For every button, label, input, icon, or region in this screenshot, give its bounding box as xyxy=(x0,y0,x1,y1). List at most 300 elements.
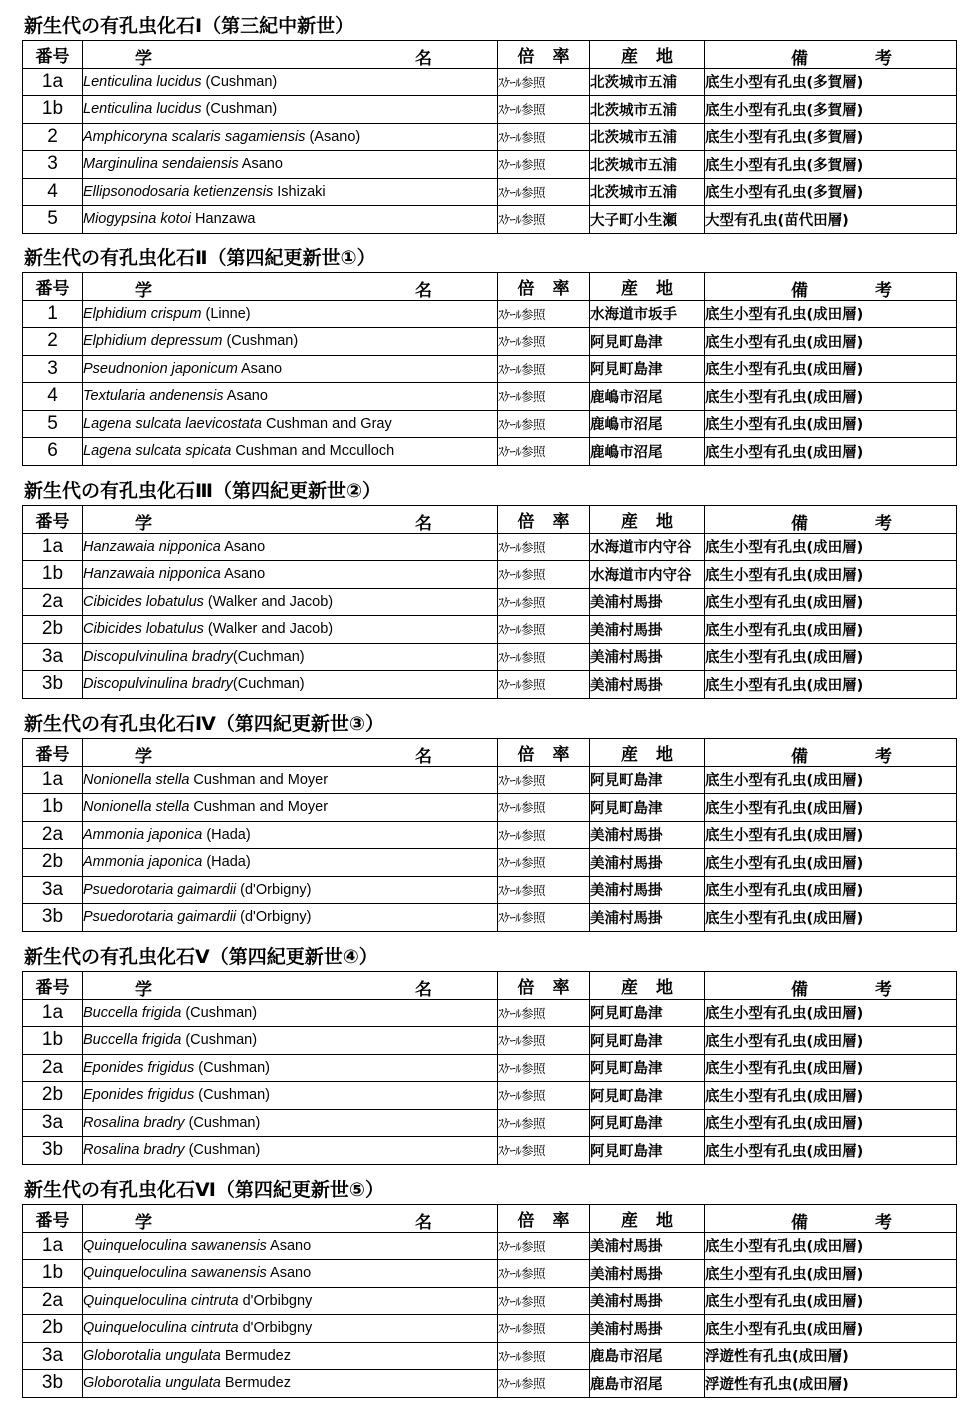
locality: 鹿嶋市沼尾 xyxy=(590,410,705,438)
table-row xyxy=(23,1260,957,1288)
header-name-left: 学 xyxy=(135,281,152,300)
scientific-name xyxy=(83,561,498,589)
table-row xyxy=(23,178,957,206)
table-header-row xyxy=(23,273,957,301)
header-number: 番号 xyxy=(23,41,83,69)
remarks: 底生小型有孔虫(成田層) xyxy=(705,588,957,616)
specimen-number: 1a xyxy=(23,68,83,96)
scale-value: ｽｹｰﾙ参照 xyxy=(498,206,590,234)
locality: 阿見町島津 xyxy=(590,1137,705,1165)
species-name: Cibicides lobatulus xyxy=(83,593,204,610)
fossil-section xyxy=(22,710,956,932)
locality: 鹿嶋市沼尾 xyxy=(590,383,705,411)
species-author: (Cushman) xyxy=(184,1114,261,1131)
remarks: 底生小型有孔虫(成田層) xyxy=(705,1232,957,1260)
scale-value: ｽｹｰﾙ参照 xyxy=(498,643,590,671)
table-row xyxy=(23,1054,957,1082)
header-number: 番号 xyxy=(23,1205,83,1233)
specimen-number: 1 xyxy=(23,300,83,328)
table-header-row xyxy=(23,506,957,534)
specimen-number: 1a xyxy=(23,1232,83,1260)
specimen-number: 2b xyxy=(23,849,83,877)
table-row xyxy=(23,328,957,356)
scientific-name xyxy=(83,876,498,904)
header-name-left: 学 xyxy=(135,980,152,999)
specimen-number: 4 xyxy=(23,383,83,411)
table-row xyxy=(23,1137,957,1165)
header-scientific-name xyxy=(83,273,498,301)
specimen-number: 2a xyxy=(23,588,83,616)
remarks: 底生小型有孔虫(成田層) xyxy=(705,1315,957,1343)
species-name: Lenticulina lucidus xyxy=(83,73,202,90)
header-scientific-name xyxy=(83,739,498,767)
specimen-number: 3b xyxy=(23,1370,83,1398)
table-row xyxy=(23,766,957,794)
header-scale: 倍率 xyxy=(498,273,590,301)
species-name: Psuedorotaria gaimardii xyxy=(83,881,237,898)
remarks: 底生小型有孔虫(成田層) xyxy=(705,1287,957,1315)
species-author: (Hada) xyxy=(202,826,251,843)
remarks: 底生小型有孔虫(成田層) xyxy=(705,671,957,699)
specimen-number: 3b xyxy=(23,1137,83,1165)
species-author: d'Orbibgny xyxy=(238,1292,313,1309)
header-remarks xyxy=(705,273,957,301)
locality: 水海道市内守谷 xyxy=(590,561,705,589)
remarks: 底生小型有孔虫(多賀層) xyxy=(705,178,957,206)
specimen-number: 5 xyxy=(23,206,83,234)
specimen-number: 2a xyxy=(23,1054,83,1082)
scale-value: ｽｹｰﾙ参照 xyxy=(498,1027,590,1055)
species-name: Quinqueloculina sawanensis xyxy=(83,1265,267,1282)
locality: 美浦村馬掛 xyxy=(590,821,705,849)
header-note-left: 備 xyxy=(791,747,808,766)
remarks: 底生小型有孔虫(成田層) xyxy=(705,383,957,411)
locality: 美浦村馬掛 xyxy=(590,1287,705,1315)
locality: 美浦村馬掛 xyxy=(590,849,705,877)
locality: 阿見町島津 xyxy=(590,766,705,794)
species-author: (Cushman) xyxy=(184,1142,261,1159)
scale-value: ｽｹｰﾙ参照 xyxy=(498,904,590,932)
remarks: 底生小型有孔虫(成田層) xyxy=(705,300,957,328)
scientific-name xyxy=(83,616,498,644)
scientific-name xyxy=(83,206,498,234)
species-name: Lagena sulcata laevicostata xyxy=(83,415,262,432)
species-name: Psuedorotaria gaimardii xyxy=(83,909,237,926)
header-scientific-name xyxy=(83,972,498,1000)
species-name: Discopulvinulina bradry xyxy=(83,676,233,693)
locality: 美浦村馬掛 xyxy=(590,1232,705,1260)
header-locality: 産地 xyxy=(590,972,705,1000)
species-name: Ellipsonodosaria ketienzensis xyxy=(83,183,274,200)
scale-value: ｽｹｰﾙ参照 xyxy=(498,355,590,383)
species-author: Asano xyxy=(238,156,283,173)
specimen-number: 1b xyxy=(23,1027,83,1055)
species-name: Elphidium depressum xyxy=(83,333,223,350)
scale-value: ｽｹｰﾙ参照 xyxy=(498,178,590,206)
species-author: Asano xyxy=(237,360,283,377)
species-author: Ishizaki xyxy=(273,183,326,200)
remarks: 底生小型有孔虫(成田層) xyxy=(705,904,957,932)
specimen-number: 1b xyxy=(23,561,83,589)
specimen-number: 2b xyxy=(23,616,83,644)
species-author: (Cushman) xyxy=(201,73,278,90)
species-author: (Walker and Jacob) xyxy=(203,593,334,610)
species-author: (Cuchman) xyxy=(232,648,305,665)
species-name: Lenticulina lucidus xyxy=(83,101,202,118)
species-name: Ammonia japonica xyxy=(83,854,203,871)
scientific-name xyxy=(83,1082,498,1110)
species-name: Marginulina sendaiensis xyxy=(83,156,239,173)
header-note-left: 備 xyxy=(791,1213,808,1232)
scientific-name xyxy=(83,1342,498,1370)
species-name: Eponides frigidus xyxy=(83,1087,195,1104)
species-author: Asano xyxy=(266,1237,312,1254)
species-name: Nonionella stella xyxy=(83,771,190,788)
scientific-name xyxy=(83,1260,498,1288)
species-author: Bermudez xyxy=(220,1347,291,1364)
scale-value: ｽｹｰﾙ参照 xyxy=(498,1370,590,1398)
remarks: 底生小型有孔虫(成田層) xyxy=(705,1054,957,1082)
table-row xyxy=(23,904,957,932)
scale-value: ｽｹｰﾙ参照 xyxy=(498,588,590,616)
remarks: 底生小型有孔虫(成田層) xyxy=(705,561,957,589)
table-row xyxy=(23,671,957,699)
remarks: 底生小型有孔虫(成田層) xyxy=(705,355,957,383)
specimen-number: 4 xyxy=(23,178,83,206)
header-scale: 倍率 xyxy=(498,506,590,534)
table-row xyxy=(23,1027,957,1055)
table-row xyxy=(23,876,957,904)
species-author: (Cuchman) xyxy=(232,676,305,693)
fossil-table xyxy=(22,971,957,1165)
scientific-name xyxy=(83,151,498,179)
specimen-number: 3 xyxy=(23,151,83,179)
remarks: 底生小型有孔虫(成田層) xyxy=(705,643,957,671)
specimen-number: 3b xyxy=(23,671,83,699)
specimen-number: 1a xyxy=(23,766,83,794)
table-row xyxy=(23,849,957,877)
header-remarks xyxy=(705,1205,957,1233)
scale-value: ｽｹｰﾙ参照 xyxy=(498,561,590,589)
header-name-right: 名 xyxy=(415,49,432,68)
remarks: 底生小型有孔虫(成田層) xyxy=(705,999,957,1027)
scientific-name xyxy=(83,410,498,438)
scale-value: ｽｹｰﾙ参照 xyxy=(498,999,590,1027)
species-name: Buccella frigida xyxy=(83,1032,182,1049)
scientific-name xyxy=(83,438,498,466)
header-note-left: 備 xyxy=(791,514,808,533)
header-note-left: 備 xyxy=(791,49,808,68)
species-name: Ammonia japonica xyxy=(83,826,203,843)
fossil-section xyxy=(22,244,956,466)
scale-value: ｽｹｰﾙ参照 xyxy=(498,96,590,124)
species-author: (d'Orbigny) xyxy=(236,909,312,926)
scale-value: ｽｹｰﾙ参照 xyxy=(498,849,590,877)
locality: 阿見町島津 xyxy=(590,794,705,822)
table-row xyxy=(23,68,957,96)
table-row xyxy=(23,1109,957,1137)
species-name: Discopulvinulina bradry xyxy=(83,648,233,665)
specimen-number: 3a xyxy=(23,1109,83,1137)
fossil-section xyxy=(22,1176,956,1398)
remarks: 底生小型有孔虫(成田層) xyxy=(705,1027,957,1055)
species-author: (Cushman) xyxy=(181,1004,258,1021)
remarks: 大型有孔虫(苗代田層) xyxy=(705,206,957,234)
scale-value: ｽｹｰﾙ参照 xyxy=(498,410,590,438)
scientific-name xyxy=(83,1137,498,1165)
remarks: 底生小型有孔虫(成田層) xyxy=(705,821,957,849)
table-row xyxy=(23,643,957,671)
species-author: (d'Orbigny) xyxy=(236,881,312,898)
header-number: 番号 xyxy=(23,506,83,534)
locality: 阿見町島津 xyxy=(590,1027,705,1055)
specimen-number: 1b xyxy=(23,794,83,822)
locality: 阿見町島津 xyxy=(590,1054,705,1082)
scientific-name xyxy=(83,588,498,616)
header-name-right: 名 xyxy=(415,747,432,766)
header-remarks xyxy=(705,41,957,69)
scientific-name xyxy=(83,1027,498,1055)
scientific-name xyxy=(83,178,498,206)
section-title: 新生代の有孔虫化石Ⅲ（第四紀更新世②） xyxy=(24,480,382,502)
scientific-name xyxy=(83,849,498,877)
section-title: 新生代の有孔虫化石Ⅰ（第三紀中新世） xyxy=(24,15,355,37)
scale-value: ｽｹｰﾙ参照 xyxy=(498,533,590,561)
scientific-name xyxy=(83,355,498,383)
header-note-right: 考 xyxy=(875,49,892,68)
scale-value: ｽｹｰﾙ参照 xyxy=(498,1054,590,1082)
header-scale: 倍率 xyxy=(498,972,590,1000)
scientific-name xyxy=(83,671,498,699)
scientific-name xyxy=(83,383,498,411)
scale-value: ｽｹｰﾙ参照 xyxy=(498,123,590,151)
remarks: 底生小型有孔虫(成田層) xyxy=(705,410,957,438)
scale-value: ｽｹｰﾙ参照 xyxy=(498,438,590,466)
scale-value: ｽｹｰﾙ参照 xyxy=(498,1287,590,1315)
header-note-right: 考 xyxy=(875,980,892,999)
species-name: Amphicoryna scalaris sagamiensis xyxy=(83,128,306,145)
specimen-number: 2a xyxy=(23,1287,83,1315)
remarks: 底生小型有孔虫(成田層) xyxy=(705,328,957,356)
header-number: 番号 xyxy=(23,972,83,1000)
table-header-row xyxy=(23,972,957,1000)
locality: 北茨城市五浦 xyxy=(590,123,705,151)
remarks: 浮遊性有孔虫(成田層) xyxy=(705,1342,957,1370)
header-locality: 産地 xyxy=(590,739,705,767)
table-row xyxy=(23,355,957,383)
remarks: 底生小型有孔虫(成田層) xyxy=(705,533,957,561)
remarks: 底生小型有孔虫(成田層) xyxy=(705,1260,957,1288)
species-name: Miogypsina kotoi xyxy=(83,211,191,228)
scientific-name xyxy=(83,999,498,1027)
scale-value: ｽｹｰﾙ参照 xyxy=(498,328,590,356)
table-row xyxy=(23,794,957,822)
header-name-left: 学 xyxy=(135,747,152,766)
header-number: 番号 xyxy=(23,739,83,767)
scale-value: ｽｹｰﾙ参照 xyxy=(498,1232,590,1260)
header-remarks xyxy=(705,972,957,1000)
locality: 美浦村馬掛 xyxy=(590,588,705,616)
section-title: 新生代の有孔虫化石Ⅱ（第四紀更新世①） xyxy=(24,247,376,269)
header-name-right: 名 xyxy=(415,980,432,999)
scientific-name xyxy=(83,300,498,328)
header-locality: 産地 xyxy=(590,506,705,534)
species-author: Cushman and Moyer xyxy=(189,771,329,788)
locality: 美浦村馬掛 xyxy=(590,904,705,932)
header-note-right: 考 xyxy=(875,747,892,766)
scientific-name xyxy=(83,533,498,561)
locality: 美浦村馬掛 xyxy=(590,1260,705,1288)
table-row xyxy=(23,588,957,616)
scale-value: ｽｹｰﾙ参照 xyxy=(498,766,590,794)
locality: 阿見町島津 xyxy=(590,328,705,356)
remarks: 底生小型有孔虫(成田層) xyxy=(705,849,957,877)
specimen-number: 1b xyxy=(23,96,83,124)
remarks: 底生小型有孔虫(多賀層) xyxy=(705,151,957,179)
fossil-table xyxy=(22,1204,957,1398)
scale-value: ｽｹｰﾙ参照 xyxy=(498,1109,590,1137)
remarks: 底生小型有孔虫(多賀層) xyxy=(705,68,957,96)
species-author: Cushman and Gray xyxy=(261,415,392,432)
species-name: Globorotalia ungulata xyxy=(83,1347,221,1364)
locality: 美浦村馬掛 xyxy=(590,643,705,671)
species-author: (Cushman) xyxy=(201,101,278,118)
header-note-right: 考 xyxy=(875,281,892,300)
scientific-name xyxy=(83,1315,498,1343)
locality: 美浦村馬掛 xyxy=(590,876,705,904)
remarks: 底生小型有孔虫(成田層) xyxy=(705,438,957,466)
locality: 鹿嶋市沼尾 xyxy=(590,438,705,466)
species-author: (Cushman) xyxy=(222,333,299,350)
scale-value: ｽｹｰﾙ参照 xyxy=(498,1260,590,1288)
species-author: Asano xyxy=(220,566,266,583)
header-name-right: 名 xyxy=(415,1213,432,1232)
table-row xyxy=(23,1232,957,1260)
scale-value: ｽｹｰﾙ参照 xyxy=(498,1315,590,1343)
scale-value: ｽｹｰﾙ参照 xyxy=(498,821,590,849)
specimen-number: 3a xyxy=(23,876,83,904)
remarks: 底生小型有孔虫(成田層) xyxy=(705,766,957,794)
species-name: Globorotalia ungulata xyxy=(83,1375,221,1392)
table-row xyxy=(23,999,957,1027)
species-author: Cushman and Mcculloch xyxy=(231,443,395,460)
remarks: 底生小型有孔虫(成田層) xyxy=(705,876,957,904)
table-row xyxy=(23,1082,957,1110)
table-row xyxy=(23,383,957,411)
scientific-name xyxy=(83,1370,498,1398)
species-author: (Hada) xyxy=(202,854,251,871)
scientific-name xyxy=(83,1287,498,1315)
locality: 阿見町島津 xyxy=(590,1082,705,1110)
table-row xyxy=(23,123,957,151)
locality: 北茨城市五浦 xyxy=(590,151,705,179)
species-name: Rosalina bradry xyxy=(83,1114,185,1131)
remarks: 底生小型有孔虫(成田層) xyxy=(705,794,957,822)
fossil-table xyxy=(22,738,957,932)
fossil-section xyxy=(22,477,956,699)
species-name: Rosalina bradry xyxy=(83,1142,185,1159)
scale-value: ｽｹｰﾙ参照 xyxy=(498,383,590,411)
scale-value: ｽｹｰﾙ参照 xyxy=(498,794,590,822)
species-name: Eponides frigidus xyxy=(83,1059,195,1076)
locality: 鹿島市沼尾 xyxy=(590,1342,705,1370)
header-locality: 産地 xyxy=(590,1205,705,1233)
table-row xyxy=(23,561,957,589)
header-name-left: 学 xyxy=(135,1213,152,1232)
remarks: 浮遊性有孔虫(成田層) xyxy=(705,1370,957,1398)
scientific-name xyxy=(83,328,498,356)
species-author: Cushman and Moyer xyxy=(189,799,329,816)
species-name: Buccella frigida xyxy=(83,1004,182,1021)
table-row xyxy=(23,1370,957,1398)
scale-value: ｽｹｰﾙ参照 xyxy=(498,876,590,904)
locality: 美浦村馬掛 xyxy=(590,671,705,699)
specimen-number: 2b xyxy=(23,1082,83,1110)
species-author: Asano xyxy=(223,388,268,405)
scientific-name xyxy=(83,1054,498,1082)
remarks: 底生小型有孔虫(成田層) xyxy=(705,616,957,644)
species-author: d'Orbibgny xyxy=(238,1320,313,1337)
specimen-number: 3a xyxy=(23,1342,83,1370)
table-row xyxy=(23,410,957,438)
species-name: Quinqueloculina cintruta xyxy=(83,1320,239,1337)
header-scale: 倍率 xyxy=(498,41,590,69)
section-title: 新生代の有孔虫化石Ⅴ（第四紀更新世④） xyxy=(24,946,378,968)
header-note-left: 備 xyxy=(791,980,808,999)
species-author: Asano xyxy=(266,1265,312,1282)
header-scientific-name xyxy=(83,1205,498,1233)
table-row xyxy=(23,300,957,328)
fossil-section xyxy=(22,943,956,1165)
species-author: (Cushman) xyxy=(181,1032,258,1049)
table-header-row xyxy=(23,41,957,69)
scientific-name xyxy=(83,68,498,96)
species-author: (Asano) xyxy=(305,128,361,145)
table-row xyxy=(23,1287,957,1315)
header-locality: 産地 xyxy=(590,273,705,301)
species-name: Cibicides lobatulus xyxy=(83,621,204,638)
table-row xyxy=(23,1315,957,1343)
table-row xyxy=(23,533,957,561)
table-row xyxy=(23,438,957,466)
species-name: Hanzawaia nipponica xyxy=(83,538,221,555)
species-author: Asano xyxy=(220,538,266,555)
species-name: Hanzawaia nipponica xyxy=(83,566,221,583)
specimen-number: 1b xyxy=(23,1260,83,1288)
header-name-left: 学 xyxy=(135,49,152,68)
section-title: 新生代の有孔虫化石Ⅵ（第四紀更新世⑤） xyxy=(24,1179,384,1201)
specimen-number: 5 xyxy=(23,410,83,438)
species-name: Pseudnonion japonicum xyxy=(83,360,238,377)
species-author: (Walker and Jacob) xyxy=(203,621,334,638)
scientific-name xyxy=(83,904,498,932)
locality: 北茨城市五浦 xyxy=(590,68,705,96)
header-number: 番号 xyxy=(23,273,83,301)
scale-value: ｽｹｰﾙ参照 xyxy=(498,151,590,179)
locality: 大子町小生瀬 xyxy=(590,206,705,234)
remarks: 底生小型有孔虫(成田層) xyxy=(705,1137,957,1165)
remarks: 底生小型有孔虫(成田層) xyxy=(705,1109,957,1137)
fossil-table xyxy=(22,272,957,466)
specimen-number: 6 xyxy=(23,438,83,466)
header-scientific-name xyxy=(83,506,498,534)
species-name: Lagena sulcata spicata xyxy=(83,443,232,460)
remarks: 底生小型有孔虫(多賀層) xyxy=(705,96,957,124)
locality: 鹿島市沼尾 xyxy=(590,1370,705,1398)
scale-value: ｽｹｰﾙ参照 xyxy=(498,671,590,699)
header-locality: 産地 xyxy=(590,41,705,69)
remarks: 底生小型有孔虫(多賀層) xyxy=(705,123,957,151)
